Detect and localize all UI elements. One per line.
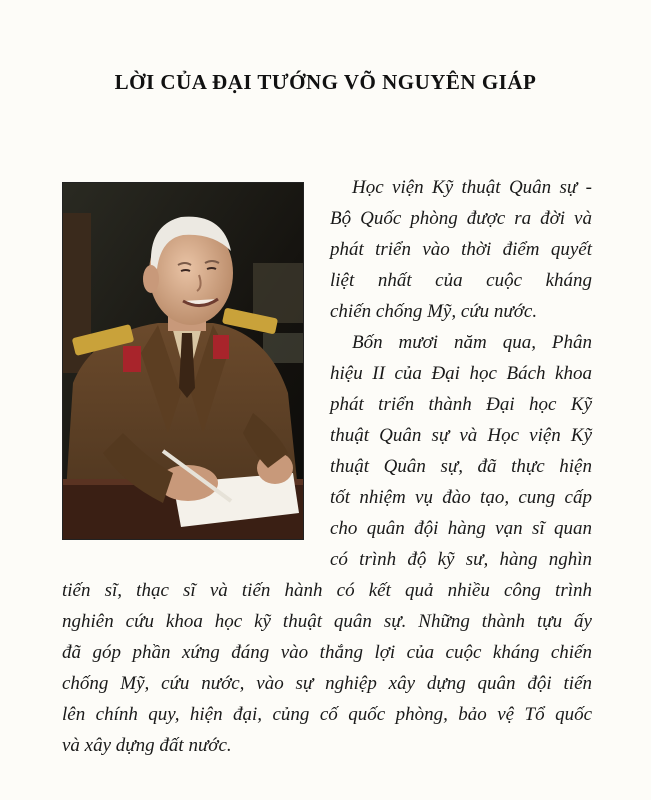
text-line: phát triển thành Đại học Kỹ (330, 394, 592, 415)
portrait-photo (62, 182, 304, 540)
text-line: liệt nhất của cuộc kháng (330, 270, 592, 291)
text-line: cho quân đội hàng vạn sĩ quan (330, 518, 592, 539)
text-line: chiến chống Mỹ, cứu nước. (330, 301, 538, 322)
text-line: đã góp phần xứng đáng vào thắng lợi của cuộc kháng chiến (62, 642, 592, 663)
text-line: Học viện Kỹ thuật Quân sự - (352, 177, 592, 198)
page-title: LỜI CỦA ĐẠI TƯỚNG VÕ NGUYÊN GIÁP (114, 70, 537, 94)
text-line: hiệu II của Đại học Bách khoa (330, 363, 592, 384)
text-line: có trình độ kỹ sư, hàng nghìn (330, 549, 592, 570)
text-line: lên chính quy, hiện đại, củng cố quốc phòng, bảo vệ Tổ quốc (62, 704, 592, 725)
text-line: và xây dựng đất nước. (62, 735, 232, 756)
text-line: chống Mỹ, cứu nước, vào sự nghiệp xây dựng quân đội tiến (62, 673, 592, 694)
text-line: thuật Quân sự, đã thực hiện (330, 456, 592, 477)
text-line: tốt nhiệm vụ đào tạo, cung cấp (330, 487, 592, 508)
text-line: phát triển vào thời điểm quyết (330, 239, 592, 260)
text-line: tiến sĩ, thạc sĩ và tiến hành có kết quả nhiều công trình (62, 580, 592, 601)
portrait-illustration (63, 183, 303, 539)
text-line: nghiên cứu khoa học kỹ thuật quân sự. Những thành tựu ấy (62, 611, 592, 632)
text-line: thuật Quân sự và Học viện Kỹ (330, 425, 592, 446)
text-line: Bộ Quốc phòng được ra đời và (330, 208, 592, 229)
text-line: Bốn mươi năm qua, Phân (352, 332, 592, 353)
